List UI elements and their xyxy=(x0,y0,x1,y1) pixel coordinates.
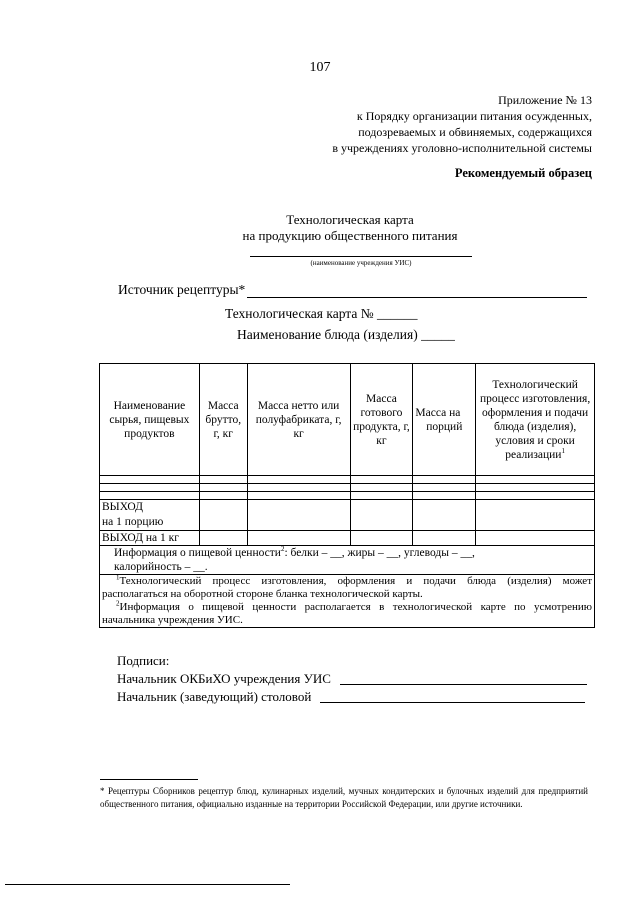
notes-row xyxy=(100,575,595,628)
technological-card-table xyxy=(99,363,595,628)
note1-sup: 1 xyxy=(116,573,120,582)
header-process-text: Технологический процесс изготовления, оформления и подачи блюда (изделия), условия и сроки реализации xyxy=(479,378,591,461)
output-kg: ВЫХОД на 1 кг xyxy=(100,531,200,546)
table-row xyxy=(100,476,595,484)
header-process-sup: 1 xyxy=(561,446,565,455)
title-line-2: на продукцию общественного питания xyxy=(242,228,458,243)
institution-caption: (наименование учреждения УИС) xyxy=(310,259,412,267)
institution-name-line xyxy=(250,256,472,257)
table-header-row xyxy=(100,364,595,476)
card-number: Технологическая карта № ______ xyxy=(225,306,418,321)
note1: Технологический процесс изготовления, оформления и подачи блюда (изделия) может располагаться на оборотной стороне бланка технологической карты. xyxy=(102,575,592,600)
nutrition-sup: 2 xyxy=(280,545,285,554)
recommended-sample-label: Рекомендуемый образец xyxy=(454,166,592,180)
header-process xyxy=(476,364,595,476)
table-row xyxy=(100,484,595,492)
document-title xyxy=(200,212,500,244)
note2-sup: 2 xyxy=(116,599,120,608)
appendix-line-3: подозреваемых и обвиняемых, содержащихся xyxy=(358,125,592,139)
recipe-source-line xyxy=(247,297,587,298)
page-number: 107 xyxy=(309,60,331,75)
header-portion-mass-a: Масса на xyxy=(415,406,461,419)
note2: Информация о пищевой ценности располагается в технологической карте по усмотрению начальника учреждения УИС. xyxy=(102,601,592,626)
header-portion-mass xyxy=(413,364,476,476)
output-portion-row xyxy=(100,500,595,531)
header-ingredients: Наименование сырья, пищевых продуктов xyxy=(100,364,200,476)
nutrition-c: калорийность – __. xyxy=(114,561,208,573)
dish-name: Наименование блюда (изделия) _____ xyxy=(237,327,455,342)
title-line-1: Технологическая карта xyxy=(286,212,414,227)
appendix-line-4: в учреждениях уголовно-исполнительной системы xyxy=(332,141,592,155)
appendix-reference xyxy=(192,92,592,156)
appendix-line-2: к Порядку организации питания осужденных, xyxy=(356,109,592,123)
output-portion-b: на 1 порцию xyxy=(102,516,164,528)
signature-okbikho: Начальник ОКБиХО учреждения УИС xyxy=(117,671,331,686)
signature-line-okbikho xyxy=(340,684,587,685)
signature-line-canteen xyxy=(320,702,585,703)
bottom-rule xyxy=(5,884,290,885)
output-portion-a: ВЫХОД xyxy=(102,501,143,513)
output-kg-row xyxy=(100,531,595,546)
appendix-line-1: Приложение № 13 xyxy=(498,93,592,107)
footnote: * Рецептуры Сборников рецептур блюд, кулинарных изделий, мучных кондитерских и булочных изделий для предприятий общественного питания, официально изданные на территории Российской Федерации, или другие источники. xyxy=(100,786,588,809)
recipe-source-label: Источник рецептуры* xyxy=(118,282,246,297)
header-finished-mass: Масса готового продукта, г, кг xyxy=(350,364,413,476)
nutrition-row xyxy=(100,546,595,575)
nutrition-b: : белки – __, жиры – __, углеводы – __, xyxy=(284,547,475,559)
nutrition-a: Информация о пищевой ценности xyxy=(114,547,281,559)
header-gross-mass: Масса брутто, г, кг xyxy=(199,364,247,476)
signatures-label: Подписи: xyxy=(117,653,170,668)
signatures xyxy=(117,652,331,706)
header-portion-mass-b: порций xyxy=(426,420,463,433)
header-net-mass: Масса нетто или полуфабриката, г, кг xyxy=(247,364,350,476)
footnote-separator xyxy=(100,779,198,780)
table-row xyxy=(100,492,595,500)
signature-canteen: Начальник (заведующий) столовой xyxy=(117,689,312,704)
